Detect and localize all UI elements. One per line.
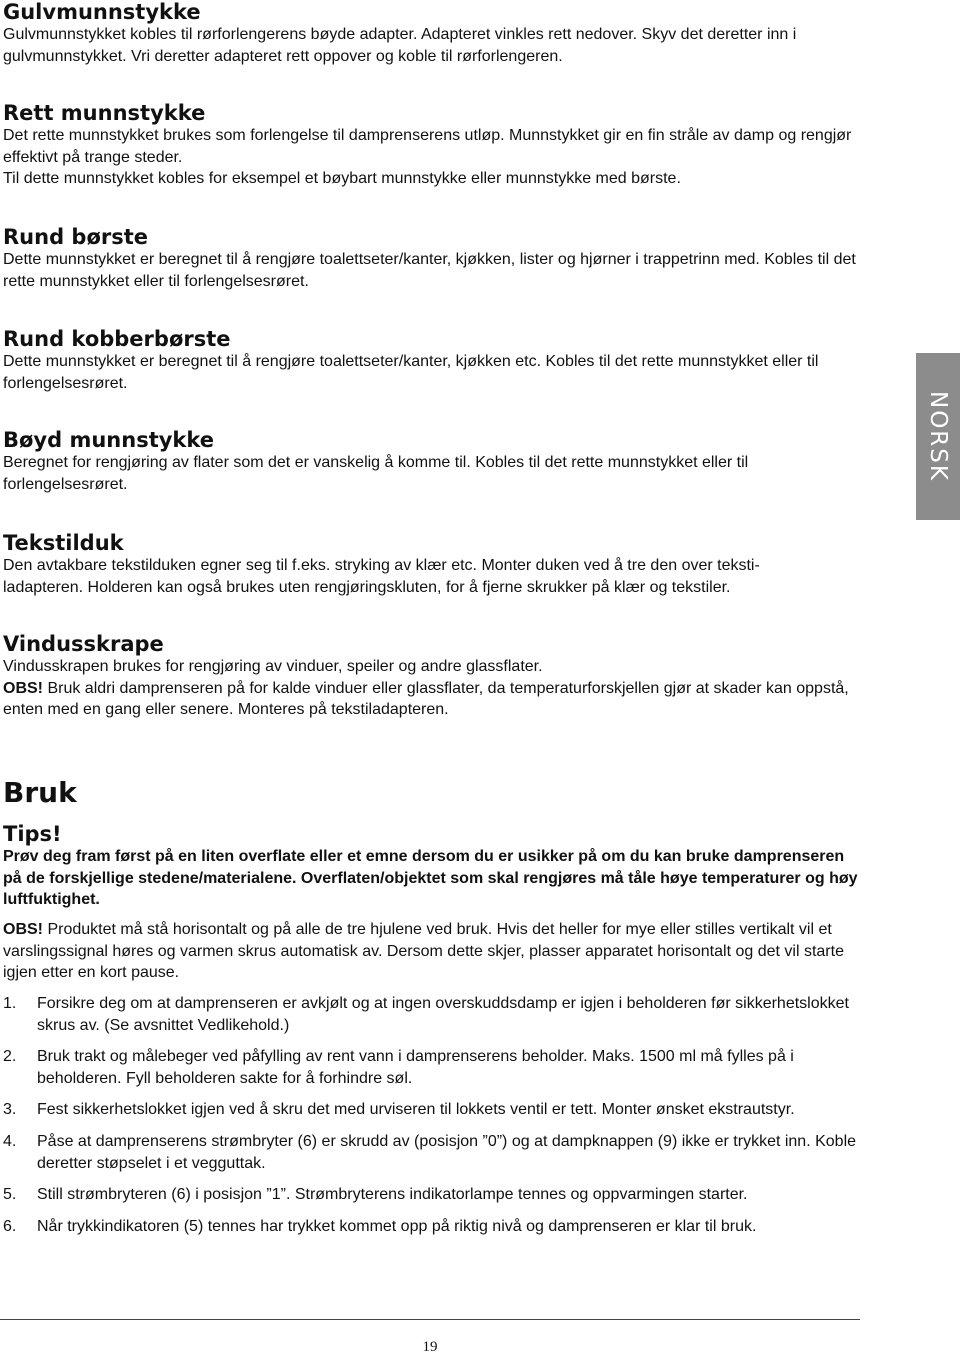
step-number: 3. xyxy=(3,1101,17,1119)
text-gulvmunnstykke: Gulvmunnstykket kobles til rørforlengerens bøyde adapter. Adapteret vinkles rett nedover. Skyv det deretter inn i gulvmunnstykket. Vri deretter adapteret rett oppover og koble til rørforlengeren. xyxy=(3,26,797,65)
text-rund-kobberborste: Dette munnstykket er beregnet til å rengjøre toalettseter/kanter, kjøkken etc. Kobles til det rette munnstykket eller til forlengelsesrøret. xyxy=(3,353,819,392)
step-number: 5. xyxy=(3,1186,17,1204)
steps-list xyxy=(3,993,863,1237)
text-bruk-obs xyxy=(3,919,863,984)
list-item xyxy=(3,1216,863,1238)
section-steps xyxy=(3,993,863,1237)
section-gulvmunnstykke xyxy=(3,0,863,67)
section-rund-kobberborste xyxy=(3,327,863,394)
text-vindusskrape: Vindusskrapen brukes for rengjøring av vinduer, speiler og andre glassflater. xyxy=(3,658,543,675)
heading-rund-kobberborste: Rund kobberbørste xyxy=(3,327,231,351)
list-item xyxy=(3,993,863,1036)
step-text: Fest sikkerhetslokket igjen ved å skru det med urviseren til lokkets ventil er tett. Monter ønsket ekstrautstyr. xyxy=(37,1101,795,1119)
section-bruk xyxy=(3,777,863,809)
text-boyd-munnstykke: Beregnet for rengjøring av flater som det er vanskelig å komme til. Kobles til det rette munnstykket eller til forlengelsesrøret. xyxy=(3,454,749,493)
text-rund-borste: Dette munnstykket er beregnet til å rengjøre toalettseter/kanter, kjøkken, lister og hjørner i trappetrinn med. Kobles til det rette munnstykket eller til forlengelsesrøret. xyxy=(3,251,856,290)
language-tab xyxy=(916,353,960,520)
section-tips xyxy=(3,822,863,911)
heading-rett-munnstykke: Rett munnstykke xyxy=(3,101,206,125)
footer-rule xyxy=(0,1319,860,1320)
step-number: 2. xyxy=(3,1048,17,1066)
obs-text: Produktet må stå horisontalt og på alle de tre hjulene ved bruk. Hvis det heller for mye eller stilles vertikalt vil et varslingssignal høres og varmen skrus automatisk av. Dersom dette skjer, plasser apparatet horisontalt og det vil starte igjen etter en kort pause. xyxy=(3,921,844,982)
list-item xyxy=(3,1099,863,1121)
step-number: 4. xyxy=(3,1132,17,1150)
step-text: Når trykkindikatoren (5) tennes har trykket kommet opp på riktig nivå og damprenseren er klar til bruk. xyxy=(37,1217,757,1235)
text-vindusskrape-obs xyxy=(3,678,863,721)
section-tekstilduk xyxy=(3,531,863,598)
section-rett-munnstykke xyxy=(3,101,863,190)
section-vindusskrape xyxy=(3,632,863,721)
step-text: Påse at damprenserens strømbryter (6) er skrudd av (posisjon ”0”) og at dampknappen (9) ikke er trykket inn. Koble deretter støpselet i et vegguttak. xyxy=(37,1132,857,1172)
text-rett-munnstykke-1: Det rette munnstykket brukes som forlengelse til damprenserens utløp. Munnstykket gir en fin stråle av damp og rengjør effektivt på trange steder. xyxy=(3,127,852,166)
heading-vindusskrape: Vindusskrape xyxy=(3,632,164,656)
page-number: 19 xyxy=(422,1339,438,1355)
heading-tips: Tips! xyxy=(3,822,62,846)
text-tekstilduk-line1: Den avtakbare tekstilduken egner seg til f.eks. stryking av klær etc. Monter duken ved å tre den over teksti- xyxy=(3,557,760,574)
text-tekstilduk-line2: ladapteren. Holderen kan også brukes uten rengjøringskluten, for å fjerne skrukker på klær og tekstiler. xyxy=(3,578,731,596)
step-text: Bruk trakt og målebeger ved påfylling av rent vann i damprenserens beholder. Maks. 1500 ml må fylles på i beholderen. Fyll beholderen sakte for å forhindre søl. xyxy=(37,1048,794,1087)
heading-gulvmunnstykke: Gulvmunnstykke xyxy=(3,0,201,24)
text-rett-munnstykke-2: Til dette munnstykket kobles for eksempel et bøybart munnstykke eller munnstykke med børste. xyxy=(3,170,681,188)
list-item xyxy=(3,1184,863,1206)
step-number: 6. xyxy=(3,1217,17,1235)
list-item xyxy=(3,1131,863,1174)
heading-boyd-munnstykke: Bøyd munnstykke xyxy=(3,428,215,452)
list-item xyxy=(3,1046,863,1089)
step-text: Still strømbryteren (6) i posisjon ”1”. Strømbryterens indikatorlampe tennes og oppvarmingen starter. xyxy=(37,1186,748,1204)
language-tab-label: NORSK xyxy=(925,391,951,482)
step-number: 1. xyxy=(3,995,17,1012)
obs-text: Bruk aldri damprenseren på for kalde vinduer eller glassflater, da temperaturforskjellen gjør at skader kan oppstå, enten med en gang eller senere. Monteres på tekstiladapteren. xyxy=(3,679,849,719)
heading-tekstilduk: Tekstilduk xyxy=(3,531,124,555)
heading-bruk: Bruk xyxy=(3,776,77,809)
section-bruk-obs xyxy=(3,919,863,984)
section-rund-borste xyxy=(3,225,863,292)
obs-label: OBS! xyxy=(3,921,43,938)
heading-rund-borste: Rund børste xyxy=(3,225,149,249)
text-tips: Prøv deg fram først på en liten overflate eller et emne dersom du er usikker på om du kan bruke damprenseren på de forskjellige stedene/materialene. Overflaten/objektet som skal rengjøres må tåle høye temperaturer og høy luftfuktighet. xyxy=(3,848,858,909)
step-text: Forsikre deg om at damprenseren er avkjølt og at ingen overskuddsdamp er igjen i beholderen før sikkerhetslokket skrus av. (Se avsnittet Vedlikehold.) xyxy=(37,995,849,1034)
obs-label: OBS! xyxy=(3,679,43,697)
section-boyd-munnstykke xyxy=(3,428,863,495)
